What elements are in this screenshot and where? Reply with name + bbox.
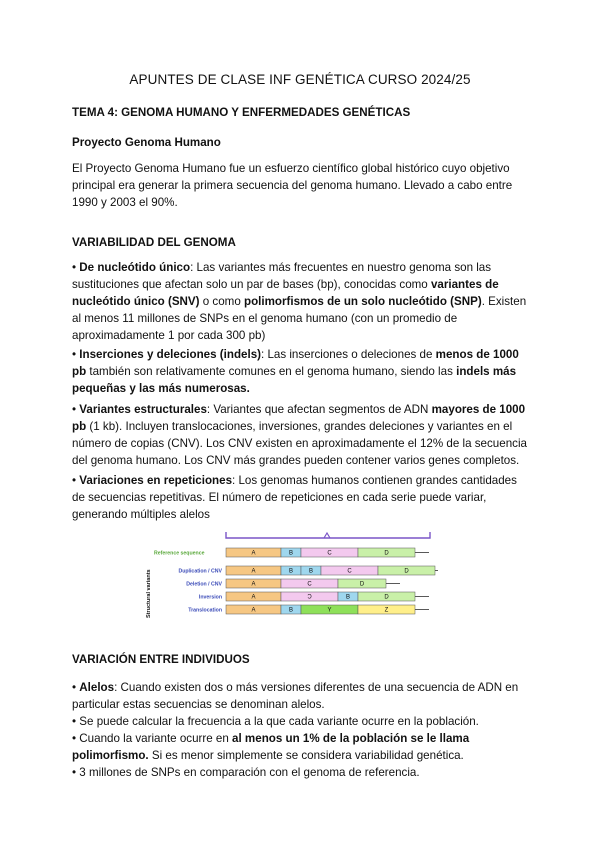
text-estructurales-2: (1 kb). Incluyen translocaciones, inversiones, grandes deleciones y variantes en el número de copias (CNV). Los CNV existen en aproximadamente el 12% de la secuencia del genoma humano. Los CNV más grandes pueden contener varios genes completos. bbox=[72, 420, 527, 467]
segment-label-4-0: A bbox=[251, 607, 256, 614]
bold-snv-2: polimorfismos de un solo nucleótido (SNP) bbox=[244, 295, 482, 308]
text-estructurales-1: : Variantes que afectan segmentos de ADN bbox=[206, 403, 432, 416]
bullet-mark: • bbox=[72, 474, 77, 487]
structural-variants-figure bbox=[140, 526, 440, 626]
axis-label-structural-variants: Structural variants bbox=[146, 569, 152, 618]
text-polimorfismo-1: Cuando la variante ocurre en bbox=[79, 732, 233, 745]
bullet-estructurales bbox=[72, 401, 528, 469]
segment-label-2-0: A bbox=[251, 581, 256, 588]
bullet-polimorfismo bbox=[72, 730, 528, 764]
bullet-mark: • bbox=[72, 732, 77, 745]
segment-label-1-4: D bbox=[404, 568, 409, 575]
segment-label-1-3: C bbox=[347, 568, 352, 575]
bullet-alelos bbox=[72, 679, 528, 713]
section-heading-variabilidad: VARIABILIDAD DEL GENOMA bbox=[72, 236, 236, 249]
text-repeticiones-1: : Los genomas humanos contienen grandes cantidades de secuencias repetitivas. El número de repeticiones en cada serie puede variar, generando múltiples alelos bbox=[72, 474, 517, 521]
list-individuos bbox=[72, 679, 528, 781]
segment-label-0-0: A bbox=[251, 550, 256, 557]
term-alelos: Alelos bbox=[79, 681, 115, 694]
text-snv-3: . Existen al menos 11 millones de SNPs en el genoma humano (con un promedio de aproximadamente 1 por cada 300 pb) bbox=[72, 295, 527, 342]
text-frecuencia: Se puede calcular la frecuencia a la que cada variante ocurre en la población. bbox=[79, 715, 479, 728]
bullet-mark: • bbox=[72, 766, 77, 779]
bullet-mark: • bbox=[72, 261, 77, 274]
bullet-mark: • bbox=[72, 403, 77, 416]
text-snps: 3 millones de SNPs en comparación con el genoma de referencia. bbox=[79, 766, 420, 779]
segment-label-4-3: Z bbox=[384, 607, 389, 614]
row-label-3: Inversion bbox=[198, 594, 222, 601]
bullet-frecuencia bbox=[72, 713, 528, 730]
row-label-4: Translocation bbox=[188, 607, 222, 614]
bold-estructurales-1: mayores de 1000 pb bbox=[72, 403, 526, 433]
bracket-tick bbox=[324, 533, 330, 538]
segment-label-0-3: D bbox=[384, 550, 389, 557]
subheading-proyecto: Proyecto Genoma Humano bbox=[72, 136, 221, 149]
segment-label-3-1: Ɔ bbox=[307, 594, 312, 601]
term-snv: De nucleótido único bbox=[79, 261, 191, 274]
bullet-snv bbox=[72, 259, 528, 344]
bullet-repeticiones bbox=[72, 472, 528, 523]
bullet-mark: • bbox=[72, 348, 77, 361]
bullet-mark: • bbox=[72, 715, 77, 728]
row-label-0: Reference sequence bbox=[154, 550, 205, 557]
document-title: APUNTES DE CLASE INF GENÉTICA CURSO 2024/25 bbox=[129, 72, 471, 87]
text-snv-1: : Las variantes más frecuentes en nuestro genoma son las sustituciones que afectan solo un par de bases (bp), conocidas como bbox=[72, 261, 492, 291]
segment-label-4-2: Y bbox=[327, 607, 332, 614]
bold-snv-1: variantes de nucleótido único (SNV) bbox=[72, 278, 499, 308]
bold-indels-1: menos de 1000 pb bbox=[72, 348, 519, 378]
bold-polimorfismo-1: al menos un 1% de la población se le llama polimorfismo. bbox=[72, 732, 470, 762]
segment-label-4-1: B bbox=[288, 607, 294, 614]
term-estructurales: Variantes estructurales bbox=[79, 403, 207, 416]
segment-label-2-2: D bbox=[359, 581, 365, 588]
bold-indels-2: indels más pequeñas y las más numerosas. bbox=[72, 365, 517, 395]
text-snv-2: o como bbox=[199, 295, 244, 308]
segment-label-1-1: B bbox=[288, 568, 294, 575]
section-heading-individuos: VARIACIÓN ENTRE INDIVIDUOS bbox=[72, 653, 250, 666]
segment-label-3-2: B bbox=[345, 594, 351, 601]
row-label-2: Deletion / CNV bbox=[186, 581, 222, 588]
segment-label-0-2: C bbox=[327, 550, 332, 557]
term-indels: Inserciones y deleciones (indels) bbox=[79, 348, 261, 361]
text-indels-2: también son relativamente comunes en el genoma humano, siendo las bbox=[86, 365, 457, 378]
bullet-snps bbox=[72, 764, 528, 781]
text-polimorfismo-2: Si es menor simplemente se considera variabilidad genética. bbox=[148, 749, 464, 762]
segment-label-3-0: A bbox=[251, 594, 256, 601]
structural-variants-diagram bbox=[140, 526, 440, 626]
section-heading-tema: TEMA 4: GENOMA HUMANO Y ENFERMEDADES GENÉTICAS bbox=[72, 106, 411, 119]
paragraph-proyecto: El Proyecto Genoma Humano fue un esfuerzo científico global histórico cuyo objetivo principal era generar la primera secuencia del genoma humano. Llevado a cabo entre 1990 y 2003 el 90%. bbox=[72, 162, 513, 209]
segment-label-0-1: B bbox=[288, 550, 294, 557]
segment-label-1-0: A bbox=[251, 568, 256, 575]
segment-label-3-3: D bbox=[384, 594, 389, 601]
text-indels-1: : Las inserciones o deleciones de bbox=[261, 348, 436, 361]
bullet-mark: • bbox=[72, 681, 77, 694]
bullet-indels bbox=[72, 346, 528, 397]
term-repeticiones: Variaciones en repeticiones bbox=[79, 474, 233, 487]
segment-label-2-1: C bbox=[307, 581, 312, 588]
text-alelos-1: : Cuando existen dos o más versiones diferentes de una secuencia de ADN en particular estas secuencias se denominan alelos. bbox=[72, 681, 519, 711]
row-label-1: Duplication / CNV bbox=[178, 568, 222, 575]
segment-label-1-2: B bbox=[308, 568, 314, 575]
